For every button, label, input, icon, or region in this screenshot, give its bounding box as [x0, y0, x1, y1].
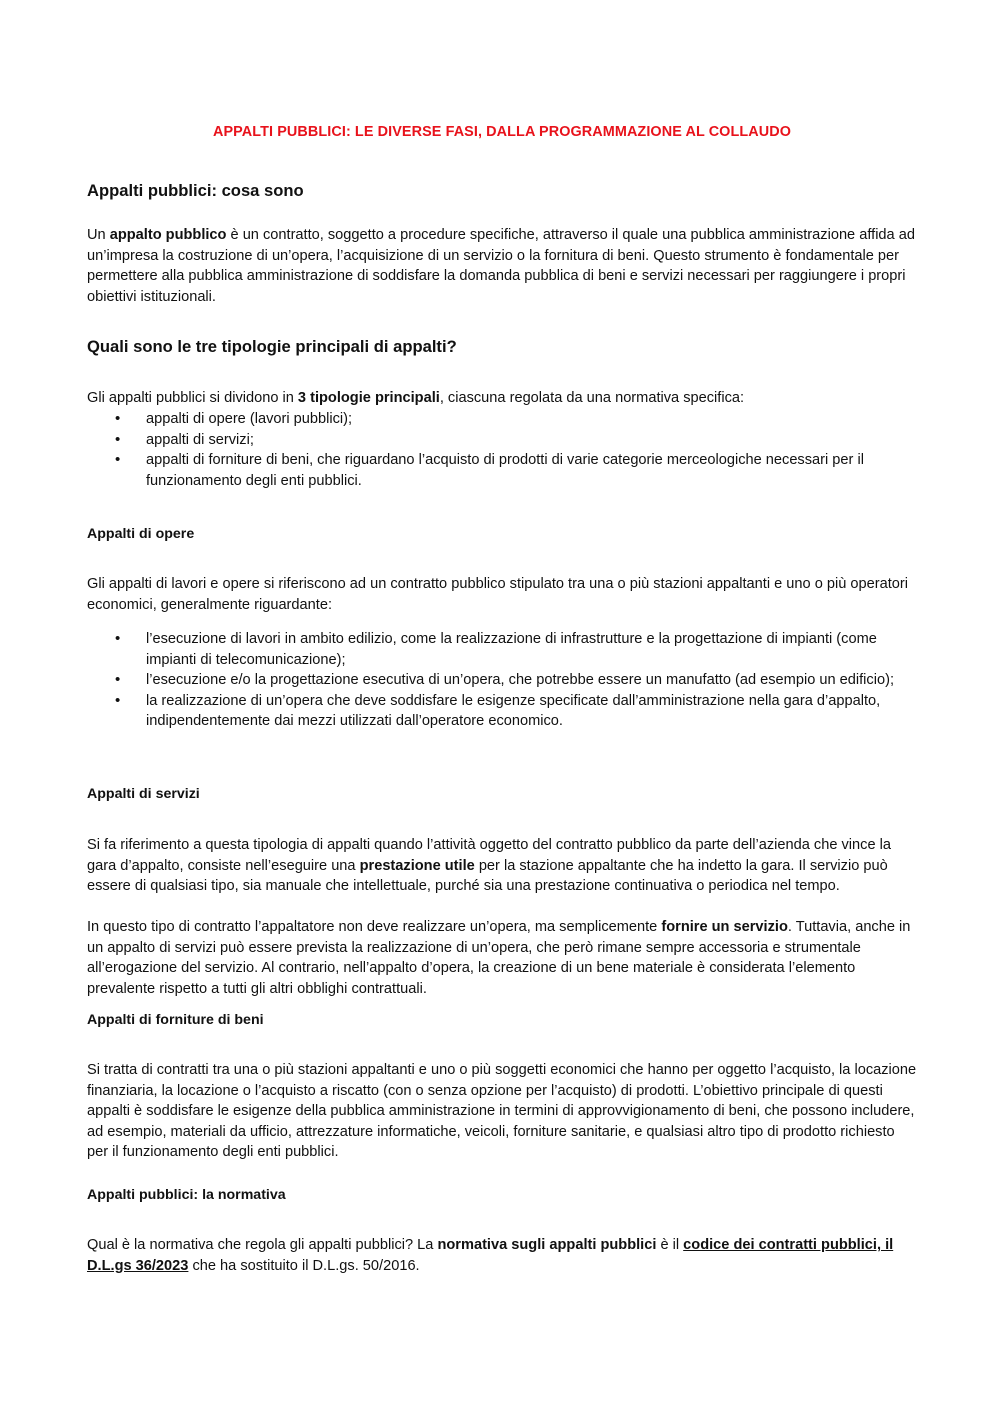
paragraph-tipologie-intro [87, 388, 917, 409]
text-run: , ciascuna regolata da una normativa specifica: [439, 390, 745, 406]
list-item: • la realizzazione di un’opera che deve soddisfare le esigenze specificate dall’amministrazione nella gara d’appalto, indipendentemente dai mezzi utilizzati dall’operatore economico. [87, 691, 917, 732]
paragraph-forniture: Si tratta di contratti tra una o più stazioni appaltanti e uno o più soggetti economici che hanno per oggetto l’acquisto, la locazione finanziaria, la locazione o l’acquisto a riscatto (con o senza opzione per l’acquisto) di prodotti. L’obiettivo principale di questi appalti è soddisfare le esigenze della pubblica amministrazione in termini di approvvigionamento di beni, che possono includere, ad esempio, materiali da ufficio, attrezzature informatiche, veicoli, forniture sanitarie, e qualsiasi altro tipo di prodotto richiesto per il funzionamento degli enti pubblici. [87, 1062, 917, 1161]
list-item: • appalti di servizi; [87, 430, 917, 451]
bold-fornire-servizio: fornire un servizio [661, 919, 788, 935]
list-item: • appalti di opere (lavori pubblici); [87, 409, 917, 430]
document-title: APPALTI PUBBLICI: LE DIVERSE FASI, DALLA PROGRAMMAZIONE AL COLLAUDO [212, 124, 792, 140]
heading-forniture-beni: Appalti di forniture di beni [87, 1012, 264, 1028]
text-run: per la stazione appaltante che ha indetto la gara. Il servizio può essere di qualsiasi tipo, sia manuale che intellettuale, purché sia una prestazione continuativa o periodica nel tempo. [87, 857, 888, 895]
text-run: Si fa riferimento a questa tipologia di appalti quando l’attività oggetto del contratto pubblico da parte dell’azienda che vince la gara d’appalto, consiste nell’eseguire una [87, 837, 891, 874]
text-run: che ha sostituito il D.L.gs. 50/2016. [188, 1257, 420, 1274]
paragraph-servizi-1 [87, 835, 917, 897]
bold-3-tipologie: 3 tipologie principali [297, 390, 440, 406]
list-tipologie [87, 409, 917, 491]
heading-normativa: Appalti pubblici: la normativa [87, 1187, 286, 1203]
text-run: Gli appalti pubblici si dividono in [87, 390, 298, 406]
heading-cosa-sono: Appalti pubblici: cosa sono [87, 181, 304, 200]
list-item: • l’esecuzione e/o la progettazione esecutiva di un’opera, che potrebbe essere un manufatto (ad esempio un edificio); [87, 670, 917, 691]
list-opere [87, 629, 917, 732]
link-codice-contratti[interactable]: codice dei contratti pubblici, il D.L.gs 36/2023 [87, 1237, 894, 1274]
bold-appalto-pubblico: appalto pubblico [109, 227, 227, 243]
paragraph-servizi-2 [87, 917, 917, 999]
text-run: Un [87, 227, 110, 243]
text-run: . Tuttavia, anche in un appalto di servizi può essere prevista la realizzazione di un’opera, che però rimane sempre accessoria e strumentale all’erogazione del servizio. Al contrario, nell’appalto d’opera, la creazione di un bene materiale è considerata l’elemento prevalente rispetto a tutti gli altri obblighi contrattuali. [87, 919, 911, 997]
paragraph-opere-intro: Gli appalti di lavori e opere si riferiscono ad un contratto pubblico stipulato tra una o più stazioni appaltanti e uno o più operatori economici, generalmente riguardante: [87, 576, 908, 613]
list-item: • appalti di forniture di beni, che riguardano l’acquisto di prodotti di varie categorie merceologiche necessari per il funzionamento degli enti pubblici. [87, 450, 917, 491]
bold-normativa: normativa sugli appalti pubblici [437, 1237, 657, 1253]
list-item: • l’esecuzione di lavori in ambito edilizio, come la realizzazione di infrastrutture e la progettazione di impianti (come impianti di telecomunicazione); [87, 629, 917, 670]
heading-appalti-servizi: Appalti di servizi [87, 786, 200, 802]
bold-prestazione-utile: prestazione utile [359, 857, 475, 874]
text-run: Qual è la normativa che regola gli appalti pubblici? La [87, 1237, 438, 1253]
heading-tre-tipologie: Quali sono le tre tipologie principali di appalti? [87, 337, 457, 356]
paragraph-cosa-sono [87, 225, 917, 307]
text-run: In questo tipo di contratto l’appaltatore non deve realizzare un’opera, ma semplicemente [87, 919, 662, 935]
text-run: è un contratto, soggetto a procedure specifiche, attraverso il quale una pubblica amministrazione affida ad un’impresa la costruzione di un’opera, l’acquisizione di un servizio o la fornitura di beni. Questo strumento è fondamentale per permettere alla pubblica amministrazione di soddisfare la domanda pubblica di beni e servizi necessari per raggiungere i propri obiettivi istituzionali. [87, 227, 915, 305]
paragraph-normativa [87, 1235, 917, 1276]
text-run: è il [656, 1237, 684, 1253]
heading-appalti-opere: Appalti di opere [87, 526, 195, 542]
